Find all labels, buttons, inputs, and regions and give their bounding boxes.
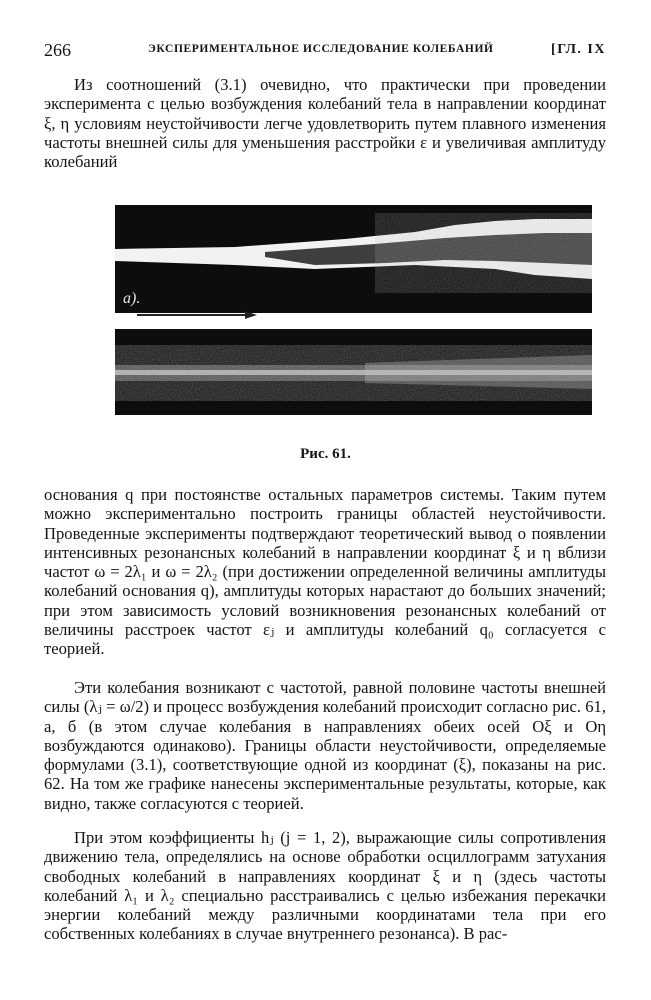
page-number: 266	[44, 40, 71, 60]
oscillogram-image	[115, 205, 592, 415]
figure-61	[115, 205, 592, 415]
paragraph-3: Эти колебания возникают с частотой, равной половине частоты внешней силы (λⱼ = ω/2) и процесс возбуждения колебаний происходит согласно рис. 61, а, б (в этом случае колебания в направлениях обеих осей Oξ и Oη возбуждаются одинаково). Границы области неустойчивости, определяемые формулами (3.1), соответствующие одной из координат (ξ), показаны на рис. 62. На том же графике нанесены экспериментальные результаты, которые, как видно, также согласуются с теорией.	[44, 678, 606, 813]
chapter-label: [ГЛ. IX	[551, 42, 606, 57]
paragraph-2: основания q при постоянстве остальных параметров системы. Таким путем можно экспериментально построить границы областей неустойчивости. Проведенные эксперименты подтверждают теоретический вывод о появлении интенсивных резонансных колебаний в направлении координат ξ и η вблизи частот ω = 2λ₁ и ω = 2λ₂ (при достижении определенной величины амплитуды колебаний основания q), амплитуды которых нарастают до больших значений; при этом зависимость условий возникновения резонансных колебаний от величины расстроек частот εⱼ и амплитуды колебаний q₀ согласуется с теорией.	[44, 485, 606, 659]
paragraph-1: Из соотношений (3.1) очевидно, что практически при проведении эксперимента с целью возбуждения колебаний тела в направлении координат ξ, η условиям неустойчивости легче удовлетворить путем плавного изменения частоты внешней силы для уменьшения расстройки ε и увеличивая амплитуду колебаний	[44, 75, 606, 172]
figure-caption: Рис. 61.	[300, 446, 351, 462]
running-title: ЭКСПЕРИМЕНТАЛЬНОЕ ИССЛЕДОВАНИЕ КОЛЕБАНИЙ	[148, 43, 494, 55]
oscillogram-panel-b	[115, 329, 592, 415]
paragraph-4: При этом коэффициенты hⱼ (j = 1, 2), выражающие силы сопротивления движению тела, определялись на основе обработки осциллограмм затухания свободных колебаний в направлениях координат ξ и η (здесь частоты колебаний λ₁ и λ₂ специально расстраивались с целью избежания перекачки энергии колебаний между различными координатами тела при его собственных колебаниях в случае внутреннего резонанса). В рас-	[44, 828, 606, 944]
page-header	[44, 40, 606, 62]
panel-label: а).	[123, 290, 141, 307]
oscillogram-panel-a	[115, 205, 592, 319]
